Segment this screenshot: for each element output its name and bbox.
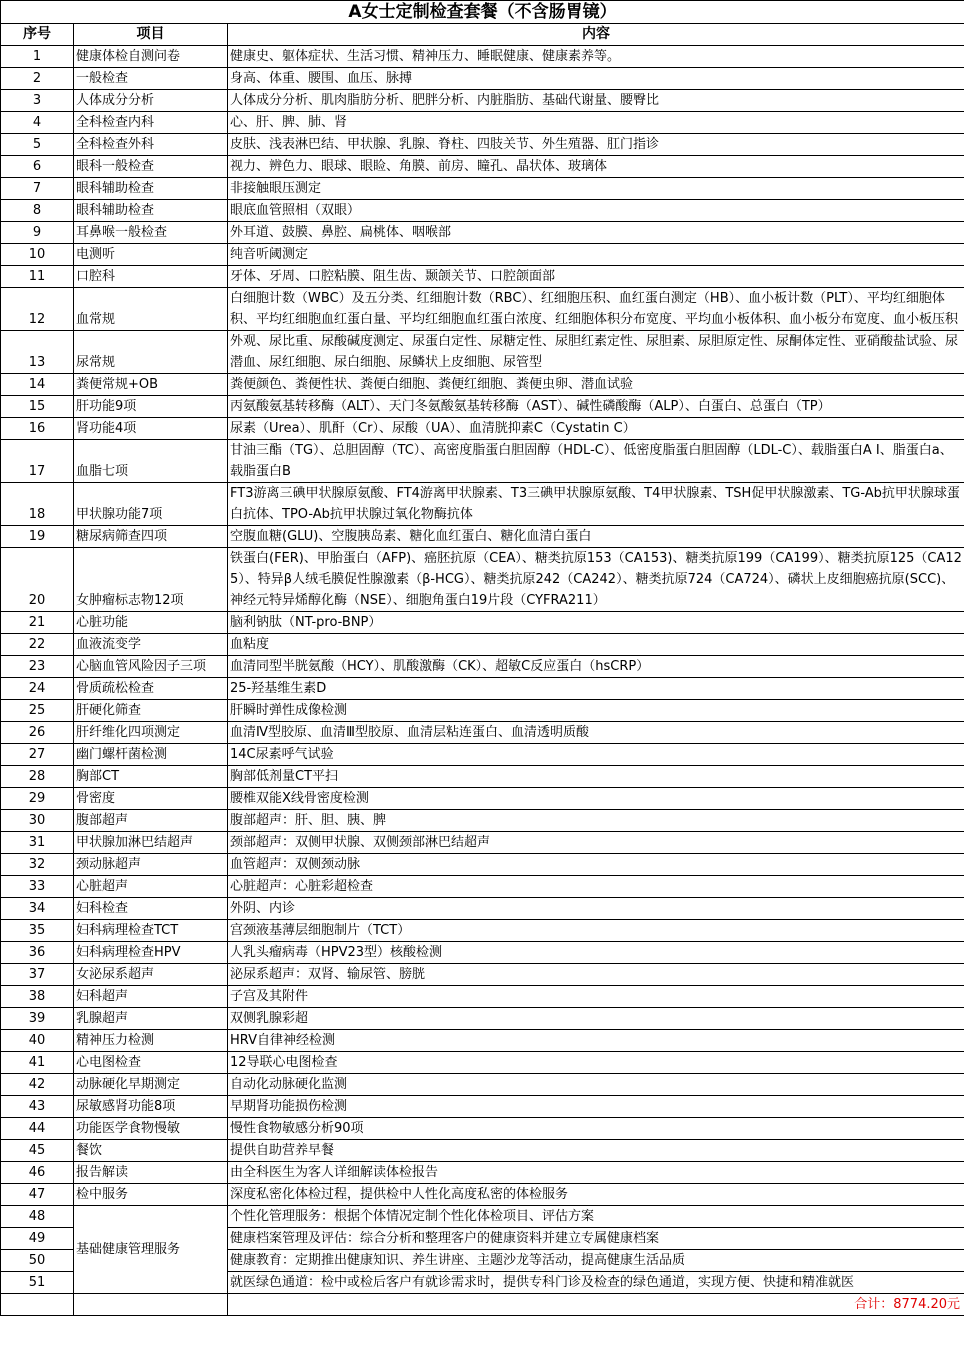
table-row: [1, 766, 964, 788]
row-number: 8: [1, 200, 74, 222]
header-row: [1, 24, 964, 46]
row-item: 甲状腺加淋巴结超声: [74, 832, 228, 854]
row-item: 心脏超声: [74, 876, 228, 898]
row-item: 眼科辅助检查: [74, 178, 228, 200]
row-number: 20: [1, 548, 74, 612]
row-number: 12: [1, 288, 74, 331]
row-item: 动脉硬化早期测定: [74, 1074, 228, 1096]
row-content: 甘油三酯（TG）、总胆固醇（TC）、高密度脂蛋白胆固醇（HDL-C）、低密度脂蛋白胆固醇（LDL-C）、载脂蛋白A Ⅰ、脂蛋白a、载脂蛋白B: [228, 440, 964, 483]
row-item: 尿敏感肾功能8项: [74, 1096, 228, 1118]
row-item: 腹部超声: [74, 810, 228, 832]
table-row: [1, 1140, 964, 1162]
row-number: 37: [1, 964, 74, 986]
row-content: 14C尿素呼气试验: [228, 744, 964, 766]
row-number: 6: [1, 156, 74, 178]
row-content: 非接触眼压测定: [228, 178, 964, 200]
table-row: [1, 964, 964, 986]
row-content: 健康教育：定期推出健康知识、养生讲座、主题沙龙等活动，提高健康生活品质: [228, 1250, 964, 1272]
table-row: [1, 374, 964, 396]
row-content: HRV自律神经检测: [228, 1030, 964, 1052]
row-content: 个性化管理服务：根据个体情况定制个性化体检项目、评估方案: [228, 1206, 964, 1228]
row-number: 11: [1, 266, 74, 288]
table-row: [1, 46, 964, 68]
table-row: [1, 854, 964, 876]
row-content: 丙氨酸氨基转移酶（ALT）、天门冬氨酸氨基转移酶（AST）、碱性磷酸酶（ALP）、白蛋白、总蛋白（TP）: [228, 396, 964, 418]
row-number: 46: [1, 1162, 74, 1184]
row-item: 妇科超声: [74, 986, 228, 1008]
table-row: [1, 526, 964, 548]
row-number: 35: [1, 920, 74, 942]
total-row-blank: [1, 1294, 74, 1316]
table-row: [1, 744, 964, 766]
table-row: [1, 656, 964, 678]
row-content: 健康史、躯体症状、生活习惯、精神压力、睡眠健康、健康素养等。: [228, 46, 964, 68]
table-row: [1, 112, 964, 134]
row-number: 30: [1, 810, 74, 832]
table-row: [1, 612, 964, 634]
table-row: [1, 200, 964, 222]
sheet-title: A女士定制检查套餐（不含肠胃镜）: [1, 1, 964, 24]
table-row: [1, 1162, 964, 1184]
row-content: 颈部超声：双侧甲状腺、双侧颈部淋巴结超声: [228, 832, 964, 854]
total-amount: 合计：8774.20元: [228, 1294, 964, 1316]
row-item: 骨密度: [74, 788, 228, 810]
row-content: 宫颈液基薄层细胞制片（TCT）: [228, 920, 964, 942]
row-number: 13: [1, 331, 74, 374]
row-item: 乳腺超声: [74, 1008, 228, 1030]
table-row: [1, 396, 964, 418]
row-item: 心电图检查: [74, 1052, 228, 1074]
row-item: 人体成分分析: [74, 90, 228, 112]
row-content: 粪便颜色、粪便性状、粪便白细胞、粪便红细胞、粪便虫卵、潜血试验: [228, 374, 964, 396]
table-row: [1, 876, 964, 898]
row-number: 27: [1, 744, 74, 766]
row-item: 女泌尿系超声: [74, 964, 228, 986]
row-number: 40: [1, 1030, 74, 1052]
row-number: 48: [1, 1206, 74, 1228]
row-content: 子宫及其附件: [228, 986, 964, 1008]
row-content: 心脏超声：心脏彩超检查: [228, 876, 964, 898]
row-number: 42: [1, 1074, 74, 1096]
row-number: 31: [1, 832, 74, 854]
row-number: 24: [1, 678, 74, 700]
row-number: 51: [1, 1272, 74, 1294]
table-row: [1, 1008, 964, 1030]
row-number: 50: [1, 1250, 74, 1272]
total-row: [1, 1294, 964, 1316]
row-content: 牙体、牙周、口腔粘膜、阻生齿、颞颌关节、口腔颌面部: [228, 266, 964, 288]
row-item: 电测听: [74, 244, 228, 266]
row-content: 血管超声：双侧颈动脉: [228, 854, 964, 876]
table-row: [1, 832, 964, 854]
table-row: [1, 331, 964, 374]
table-row: [1, 810, 964, 832]
row-item: 女肿瘤标志物12项: [74, 548, 228, 612]
row-number: 17: [1, 440, 74, 483]
row-number: 5: [1, 134, 74, 156]
row-number: 15: [1, 396, 74, 418]
table-row: [1, 548, 964, 612]
header-item: 项目: [74, 24, 228, 46]
row-item: 妇科检查: [74, 898, 228, 920]
row-number: 49: [1, 1228, 74, 1250]
row-number: 32: [1, 854, 74, 876]
row-item: 粪便常规+OB: [74, 374, 228, 396]
row-number: 21: [1, 612, 74, 634]
table-row: [1, 722, 964, 744]
row-content: 腹部超声：肝、胆、胰、脾: [228, 810, 964, 832]
row-number: 1: [1, 46, 74, 68]
row-item: 精神压力检测: [74, 1030, 228, 1052]
table-row: [1, 156, 964, 178]
row-item: 心脑血管风险因子三项: [74, 656, 228, 678]
row-item: 健康体检自测问卷: [74, 46, 228, 68]
row-content: 眼底血管照相（双眼）: [228, 200, 964, 222]
row-content: 空腹血糖(GLU)、空腹胰岛素、糖化血红蛋白、糖化血清白蛋白: [228, 526, 964, 548]
row-number: 19: [1, 526, 74, 548]
table-row: [1, 68, 964, 90]
table-row: [1, 920, 964, 942]
table-row: [1, 134, 964, 156]
row-item: 检中服务: [74, 1184, 228, 1206]
row-content: FT3游离三碘甲状腺原氨酸、FT4游离甲状腺素、T3三碘甲状腺原氨酸、T4甲状腺素、TSH促甲状腺激素、TG-Ab抗甲状腺球蛋白抗体、TPO-Ab抗甲状腺过氧化物酶抗体: [228, 483, 964, 526]
row-item: 心脏功能: [74, 612, 228, 634]
row-content: 尿素（Urea）、肌酐（Cr）、尿酸（UA）、血清胱抑素C（Cystatin C）: [228, 418, 964, 440]
row-item: 餐饮: [74, 1140, 228, 1162]
title-row: [1, 1, 964, 24]
row-item: 甲状腺功能7项: [74, 483, 228, 526]
row-number: 44: [1, 1118, 74, 1140]
row-content: 泌尿系超声：双肾、输尿管、膀胱: [228, 964, 964, 986]
row-item: 妇科病理检查HPV: [74, 942, 228, 964]
row-item: 血常规: [74, 288, 228, 331]
row-content: 腰椎双能X线骨密度检测: [228, 788, 964, 810]
table-row: [1, 244, 964, 266]
row-number: 2: [1, 68, 74, 90]
row-content: 外耳道、鼓膜、鼻腔、扁桃体、咽喉部: [228, 222, 964, 244]
table-row: [1, 1118, 964, 1140]
row-item: 耳鼻喉一般检查: [74, 222, 228, 244]
row-number: 16: [1, 418, 74, 440]
row-content: 胸部低剂量CT平扫: [228, 766, 964, 788]
table-row: [1, 1206, 964, 1228]
row-number: 39: [1, 1008, 74, 1030]
row-content: 就医绿色通道：检中或检后客户有就诊需求时，提供专科门诊及检查的绿色通道，实现方便、快捷和精准就医: [228, 1272, 964, 1294]
row-item: 胸部CT: [74, 766, 228, 788]
row-number: 25: [1, 700, 74, 722]
row-content: 视力、辨色力、眼球、眼睑、角膜、前房、瞳孔、晶状体、玻璃体: [228, 156, 964, 178]
row-item: 功能医学食物慢敏: [74, 1118, 228, 1140]
row-item: 肝纤维化四项测定: [74, 722, 228, 744]
row-number: 29: [1, 788, 74, 810]
table-row: [1, 634, 964, 656]
table-row: [1, 266, 964, 288]
row-item: 血液流变学: [74, 634, 228, 656]
row-number: 33: [1, 876, 74, 898]
table-row: [1, 90, 964, 112]
row-number: 43: [1, 1096, 74, 1118]
row-item: 骨质疏松检查: [74, 678, 228, 700]
row-item: 全科检查外科: [74, 134, 228, 156]
row-content: 健康档案管理及评估：综合分析和整理客户的健康资料并建立专属健康档案: [228, 1228, 964, 1250]
row-item: 肾功能4项: [74, 418, 228, 440]
row-content: 铁蛋白(FER)、甲胎蛋白（AFP)、癌胚抗原（CEA）、糖类抗原153（CA153)、糖类抗原199（CA199）、糖类抗原125（CA125）、特异β人绒毛膜促性腺激素（β-HCG）、糖类抗原242（CA242）、糖类抗原724（CA724）、磷状上皮细胞癌抗原(SCC)、神经元特异烯醇化酶（NSE）、细胞角蛋白19片段（CYFRA211）: [228, 548, 964, 612]
row-number: 23: [1, 656, 74, 678]
row-content: 脑利钠肽（NT-pro-BNP）: [228, 612, 964, 634]
row-item: 报告解读: [74, 1162, 228, 1184]
total-row-blank: [74, 1294, 228, 1316]
row-content: 外阴、内诊: [228, 898, 964, 920]
row-item: 肝硬化筛查: [74, 700, 228, 722]
row-content: 由全科医生为客人详细解读体检报告: [228, 1162, 964, 1184]
table-row: [1, 1096, 964, 1118]
row-content: 纯音听阈测定: [228, 244, 964, 266]
row-item: 肝功能9项: [74, 396, 228, 418]
row-number: 4: [1, 112, 74, 134]
table-row: [1, 178, 964, 200]
row-item: 妇科病理检查TCT: [74, 920, 228, 942]
table-row: [1, 418, 964, 440]
row-item: 幽门螺杆菌检测: [74, 744, 228, 766]
row-content: 25-羟基维生素D: [228, 678, 964, 700]
table-row: [1, 788, 964, 810]
row-content: 身高、体重、腰围、血压、脉搏: [228, 68, 964, 90]
table-row: [1, 440, 964, 483]
row-number: 18: [1, 483, 74, 526]
table-row: [1, 898, 964, 920]
table-row: [1, 222, 964, 244]
row-number: 47: [1, 1184, 74, 1206]
row-item: 颈动脉超声: [74, 854, 228, 876]
row-number: 9: [1, 222, 74, 244]
row-content: 血粘度: [228, 634, 964, 656]
row-number: 38: [1, 986, 74, 1008]
table-row: [1, 1030, 964, 1052]
table-row: [1, 986, 964, 1008]
row-content: 12导联心电图检查: [228, 1052, 964, 1074]
row-number: 26: [1, 722, 74, 744]
row-item: 血脂七项: [74, 440, 228, 483]
row-content: 自动化动脉硬化监测: [228, 1074, 964, 1096]
table-row: [1, 700, 964, 722]
row-content: 慢性食物敏感分析90项: [228, 1118, 964, 1140]
table-row: [1, 1184, 964, 1206]
row-number: 28: [1, 766, 74, 788]
row-content: 白细胞计数（WBC）及五分类、红细胞计数（RBC）、红细胞压积、血红蛋白测定（HB）、血小板计数（PLT）、平均红细胞体积、平均红细胞血红蛋白量、平均红细胞血红蛋白浓度、红细胞体积分布宽度、平均血小板体积、血小板分布宽度、血小板压积: [228, 288, 964, 331]
row-content: 心、肝、脾、肺、肾: [228, 112, 964, 134]
row-content: 血清Ⅳ型胶原、血清Ⅲ型胶原、血清层粘连蛋白、血清透明质酸: [228, 722, 964, 744]
row-content: 人体成分分析、肌肉脂肪分析、肥胖分析、内脏脂肪、基础代谢量、腰臀比: [228, 90, 964, 112]
row-content: 人乳头瘤病毒（HPV23型）核酸检测: [228, 942, 964, 964]
row-number: 7: [1, 178, 74, 200]
row-number: 45: [1, 1140, 74, 1162]
group-item: 基础健康管理服务: [74, 1206, 228, 1294]
row-number: 14: [1, 374, 74, 396]
row-item: 尿常规: [74, 331, 228, 374]
row-number: 36: [1, 942, 74, 964]
table-row: [1, 483, 964, 526]
row-item: 糖尿病筛查四项: [74, 526, 228, 548]
row-item: 一般检查: [74, 68, 228, 90]
header-num: 序号: [1, 24, 74, 46]
row-content: 深度私密化体检过程，提供检中人性化高度私密的体检服务: [228, 1184, 964, 1206]
row-item: 眼科辅助检查: [74, 200, 228, 222]
row-item: 眼科一般检查: [74, 156, 228, 178]
header-content: 内容: [228, 24, 964, 46]
row-number: 10: [1, 244, 74, 266]
table-row: [1, 1074, 964, 1096]
package-table-body: [1, 1, 964, 1316]
row-content: 提供自助营养早餐: [228, 1140, 964, 1162]
row-number: 22: [1, 634, 74, 656]
table-row: [1, 942, 964, 964]
row-content: 早期肾功能损伤检测: [228, 1096, 964, 1118]
row-number: 3: [1, 90, 74, 112]
row-content: 双侧乳腺彩超: [228, 1008, 964, 1030]
table-row: [1, 678, 964, 700]
row-content: 肝瞬时弹性成像检测: [228, 700, 964, 722]
row-item: 口腔科: [74, 266, 228, 288]
row-content: 血清同型半胱氨酸（HCY）、肌酸激酶（CK）、超敏C反应蛋白（hsCRP）: [228, 656, 964, 678]
row-number: 41: [1, 1052, 74, 1074]
row-number: 34: [1, 898, 74, 920]
row-content: 外观、尿比重、尿酸碱度测定、尿蛋白定性、尿糖定性、尿胆红素定性、尿胆素、尿胆原定性、尿酮体定性、亚硝酸盐试验、尿潜血、尿红细胞、尿白细胞、尿鳞状上皮细胞、尿管型: [228, 331, 964, 374]
table-row: [1, 288, 964, 331]
row-item: 全科检查内科: [74, 112, 228, 134]
table-row: [1, 1052, 964, 1074]
row-content: 皮肤、浅表淋巴结、甲状腺、乳腺、脊柱、四肢关节、外生殖器、肛门指诊: [228, 134, 964, 156]
